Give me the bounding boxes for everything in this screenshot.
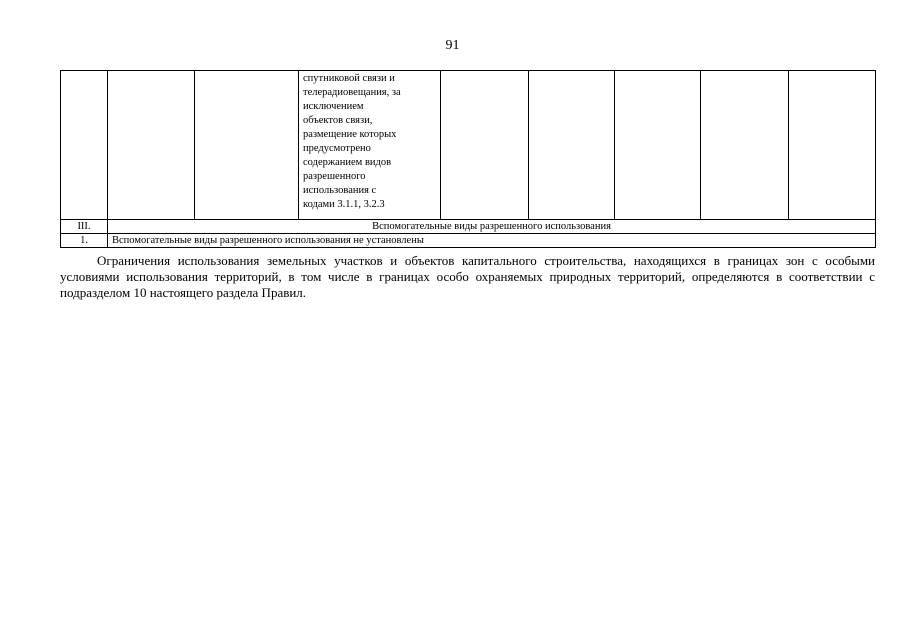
use-description-line: содержанием видов: [303, 157, 392, 168]
table-cell: [529, 71, 615, 220]
use-description-line: предусмотрено: [303, 143, 371, 154]
table-cell: [61, 71, 108, 220]
item-number: 1.: [61, 234, 108, 248]
use-description-line: кодами 3.1.1, 3.2.3: [303, 199, 385, 210]
section-title: Вспомогательные виды разрешенного использования: [108, 220, 876, 234]
page-number: 91: [445, 38, 460, 53]
use-description-line: телерадиовещания, за: [303, 87, 401, 98]
use-description-line: спутниковой связи и: [303, 73, 395, 84]
section-number: III.: [61, 220, 108, 234]
use-description-line: использования с: [303, 185, 377, 196]
item-text: Вспомогательные виды разрешенного использования не установлены: [108, 234, 876, 248]
table-row-item: [61, 234, 876, 248]
land-use-table: [60, 70, 876, 248]
restrictions-paragraph: Ограничения использования земельных участков и объектов капитального строительства, находящихся в границах зон с особыми условиями использования территорий, в том числе в границах особо охраняемых природных территорий, определяются в соответствии с подразделом 10 настоящего раздела Правил.: [60, 253, 875, 300]
table-cell: [441, 71, 529, 220]
table-cell: [615, 71, 701, 220]
table-row-section: [61, 220, 876, 234]
table-cell-use-description: [299, 71, 441, 220]
use-description-line: размещение которых: [303, 129, 397, 140]
use-description-line: объектов связи,: [303, 115, 373, 126]
table-cell: [789, 71, 876, 220]
use-description-line: исключением: [303, 101, 364, 112]
table-cell: [108, 71, 195, 220]
table-row-continuation: [61, 71, 876, 220]
table-cell: [195, 71, 299, 220]
table-cell: [701, 71, 789, 220]
use-description-line: разрешенного: [303, 171, 366, 182]
